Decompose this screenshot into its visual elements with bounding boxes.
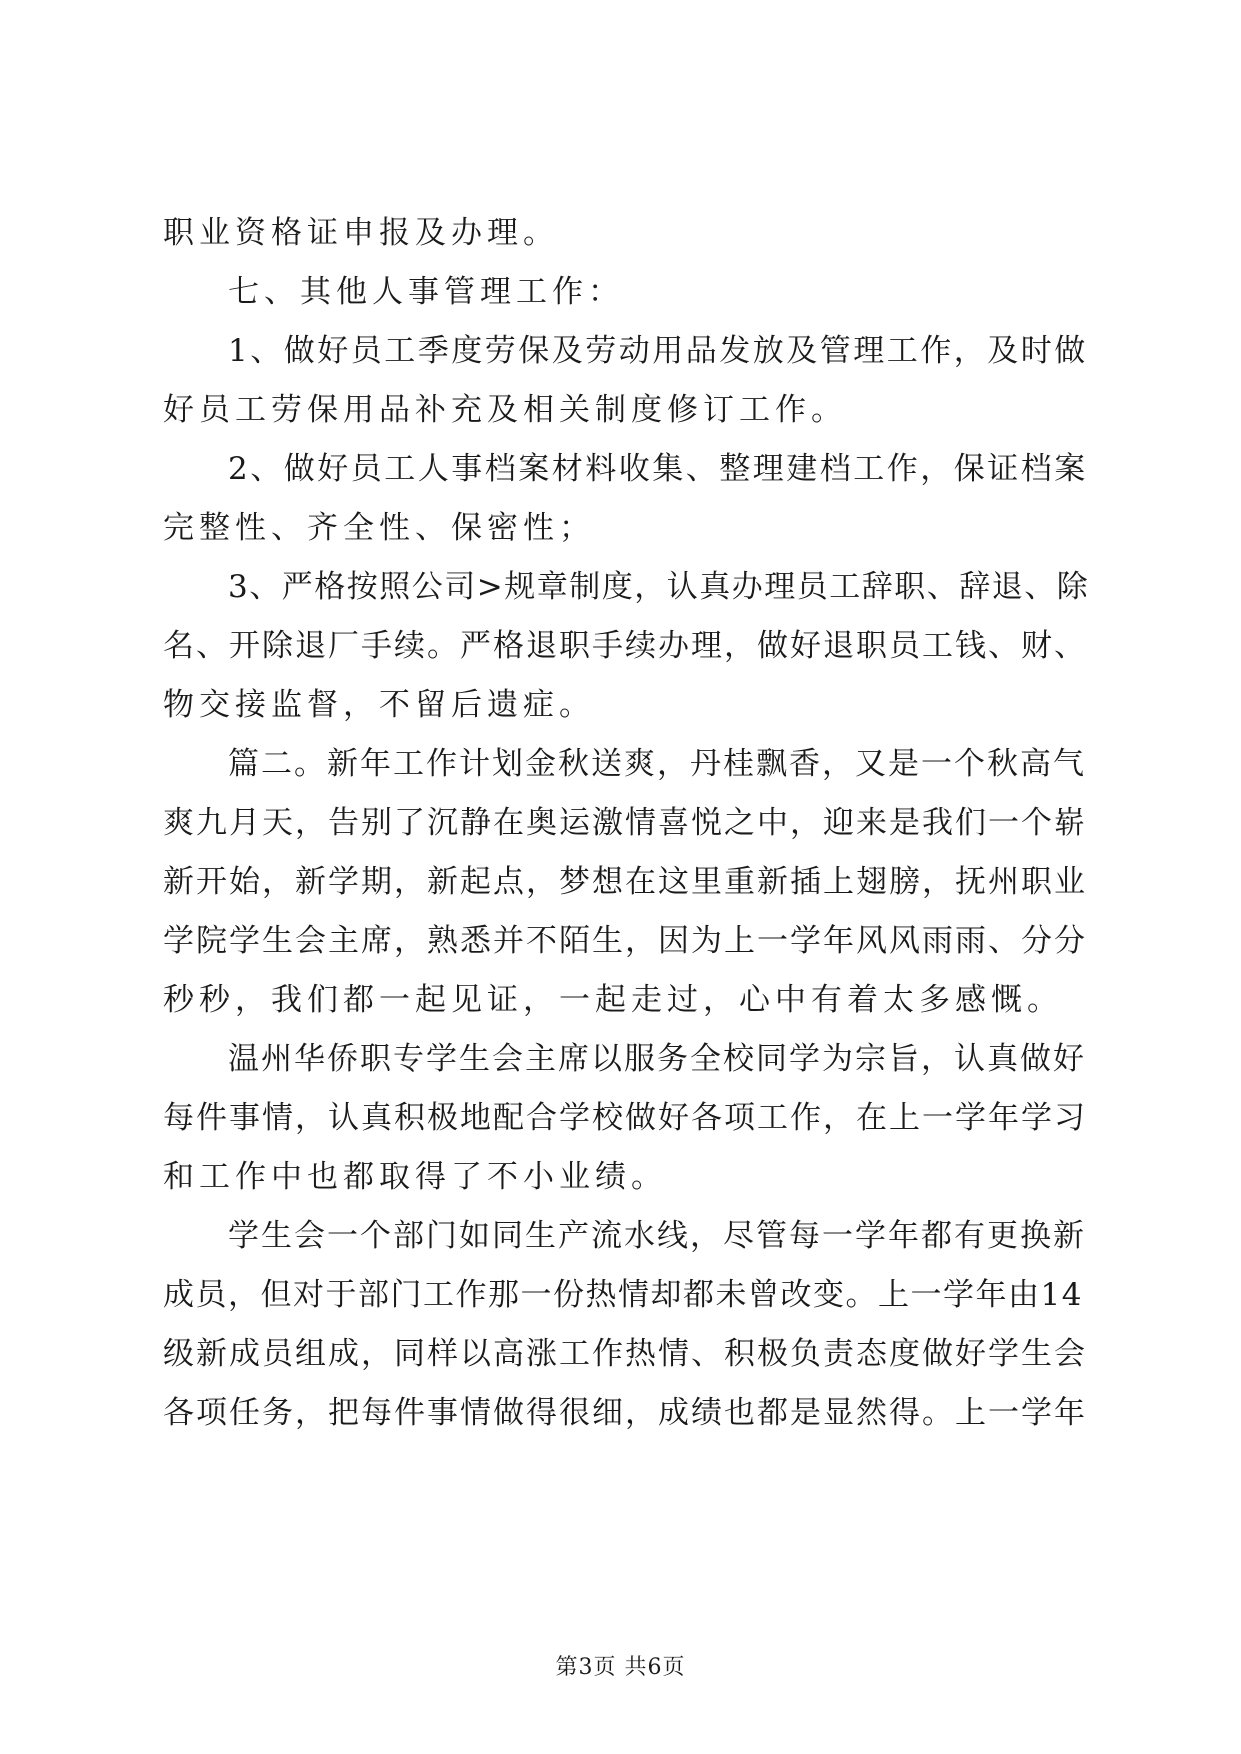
text-line: 名、开除退厂手续。严格退职手续办理，做好退职员工钱、财、	[163, 628, 1087, 664]
text-line: 级新成员组成，同样以高涨工作热情、积极负责态度做好学生会	[163, 1336, 1087, 1372]
text-line: 各项任务，把每件事情做得很细，成绩也都是显然得。上一学年	[163, 1395, 1087, 1431]
text-line: 爽九月天，告别了沉静在奥运激情喜悦之中，迎来是我们一个崭	[163, 805, 1087, 841]
text-line: 温州华侨职专学生会主席以服务全校同学为宗旨，认真做好	[228, 1041, 1086, 1077]
page-number-footer: 第3页 共6页	[555, 1655, 686, 1680]
text-line: 每件事情，认真积极地配合学校做好各项工作，在上一学年学习	[163, 1100, 1087, 1136]
text-line: 和工作中也都取得了不小业绩。	[163, 1159, 667, 1195]
text-line: 秒秒，我们都一起见证，一起走过，心中有着太多感慨。	[163, 982, 1063, 1018]
text-line: 1、做好员工季度劳保及劳动用品发放及管理工作，及时做	[228, 333, 1088, 369]
text-line: 职业资格证申报及办理。	[163, 215, 559, 251]
text-line: 学院学生会主席，熟悉并不陌生，因为上一学年风风雨雨、分分	[163, 923, 1087, 959]
text-line: 学生会一个部门如同生产流水线，尽管每一学年都有更换新	[228, 1218, 1086, 1254]
text-line: 物交接监督，不留后遗症。	[163, 687, 595, 723]
text-line: 好员工劳保用品补充及相关制度修订工作。	[163, 392, 847, 428]
text-line: 2、做好员工人事档案材料收集、整理建档工作，保证档案	[228, 451, 1088, 487]
text-line: 篇二。新年工作计划金秋送爽，丹桂飘香，又是一个秋高气	[228, 746, 1086, 782]
text-line: 成员，但对于部门工作那一份热情却都未曾改变。上一学年由14	[163, 1277, 1083, 1313]
text-line: 新开始，新学期，新起点，梦想在这里重新插上翅膀，抚州职业	[163, 864, 1087, 900]
text-line: 3、严格按照公司>规章制度，认真办理员工辞职、辞退、除	[228, 569, 1090, 605]
text-line: 完整性、齐全性、保密性；	[163, 510, 595, 546]
section-heading: 七、其他人事管理工作：	[228, 274, 624, 310]
